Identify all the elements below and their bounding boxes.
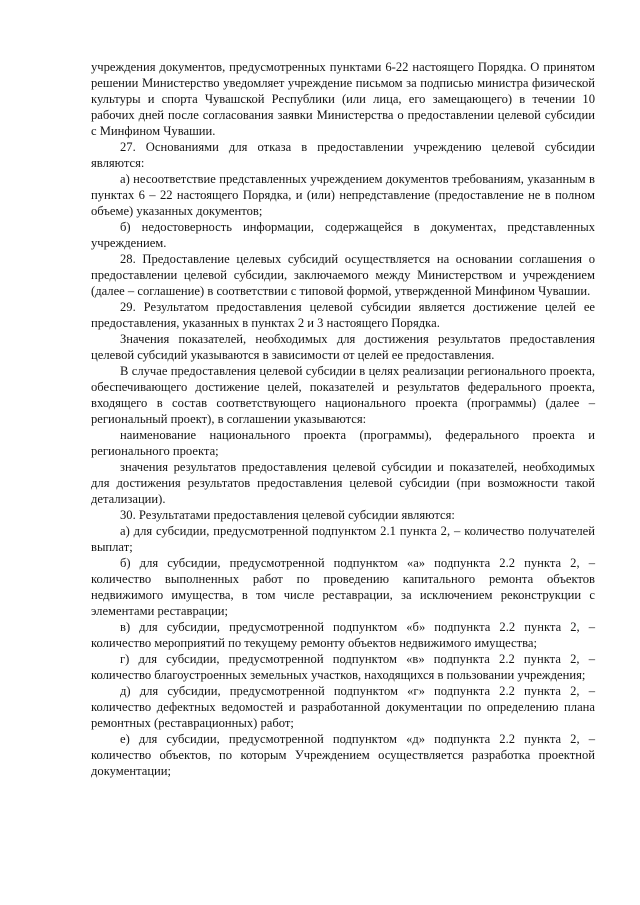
paragraph-29-regional: В случае предоставления целевой субсидии в целях реализации регионального проекта, обеспечивающего достижение целей, показателей и результатов федерального проекта, входящего в состав соответствующего национального проекта (программы) (далее – региональный проект), в соглашении указываются: bbox=[91, 364, 595, 426]
paragraph-29-result-values: значения результатов предоставления целевой субсидии и показателей, необходимых для достижения результатов предоставления целевой субсидии (при возможности такой детализации). bbox=[91, 460, 595, 506]
paragraph-30-v: в) для субсидии, предусмотренной подпунктом «б» подпункта 2.2 пункта 2, – количество мероприятий по текущему ремонту объектов недвижимого имущества; bbox=[91, 620, 595, 650]
paragraph-30-a: а) для субсидии, предусмотренной подпунктом 2.1 пункта 2, – количество получателей выплат; bbox=[91, 524, 595, 554]
paragraph-30: 30. Результатами предоставления целевой субсидии являются: bbox=[120, 508, 455, 522]
paragraph-28: 28. Предоставление целевых субсидий осуществляется на основании соглашения о предоставлении целевой субсидии, заключаемого между Министерством и учреждением (далее – соглашение) в соответствии с типовой формой, утвержденной Минфином Чувашии. bbox=[91, 252, 595, 298]
paragraph-29: 29. Результатом предоставления целевой субсидии является достижение целей ее предоставления, указанных в пунктах 2 и 3 настоящего Порядка. bbox=[91, 300, 595, 330]
paragraph-27: 27. Основаниями для отказа в предоставлении учреждению целевой субсидии являются: bbox=[91, 140, 595, 170]
paragraph-27-a: а) несоответствие представленных учреждением документов требованиям, указанным в пунктах 6 – 22 настоящего Порядка, и (или) непредставление (предоставление не в полном объеме) указанных документов; bbox=[91, 172, 595, 218]
paragraph-30-b: б) для субсидии, предусмотренной подпунктом «а» подпункта 2.2 пункта 2, – количество выполненных работ по проведению капитального ремонта объектов недвижимого имущества, в том числе реставрации, за исключением реконструкции с элементами реставрации; bbox=[91, 556, 595, 618]
paragraph-29-values: Значения показателей, необходимых для достижения результатов предоставления целевой субсидий указываются в зависимости от целей ее предоставления. bbox=[91, 332, 595, 362]
paragraph-30-e: е) для субсидии, предусмотренной подпунктом «д» подпункта 2.2 пункта 2, – количество объектов, по которым Учреждением осуществляется разработка проектной документации; bbox=[91, 732, 595, 778]
document-page bbox=[91, 59, 595, 779]
paragraph-30-g: г) для субсидии, предусмотренной подпунктом «в» подпункта 2.2 пункта 2, – количество благоустроенных земельных участков, находящихся в пользовании учреждения; bbox=[91, 652, 595, 682]
paragraph-continuation: учреждения документов, предусмотренных пунктами 6-22 настоящего Порядка. О принятом решении Министерство уведомляет учреждение письмом за подписью министра физической культуры и спорта Чувашской Республики (или лица, его замещающего) в течении 10 рабочих дней после согласования заявки Министерства о предоставлении целевой субсидии с Минфином Чувашии. bbox=[91, 60, 595, 138]
paragraph-27-b: б) недостоверность информации, содержащейся в документах, представленных учреждением. bbox=[91, 220, 595, 250]
paragraph-30-d: д) для субсидии, предусмотренной подпунктом «г» подпункта 2.2 пункта 2, – количество дефектных ведомостей и разработанной документации по определению плана ремонтных (реставрационных) работ; bbox=[91, 684, 595, 730]
paragraph-29-project-names: наименование национального проекта (программы), федерального проекта и регионального проекта; bbox=[91, 428, 595, 458]
